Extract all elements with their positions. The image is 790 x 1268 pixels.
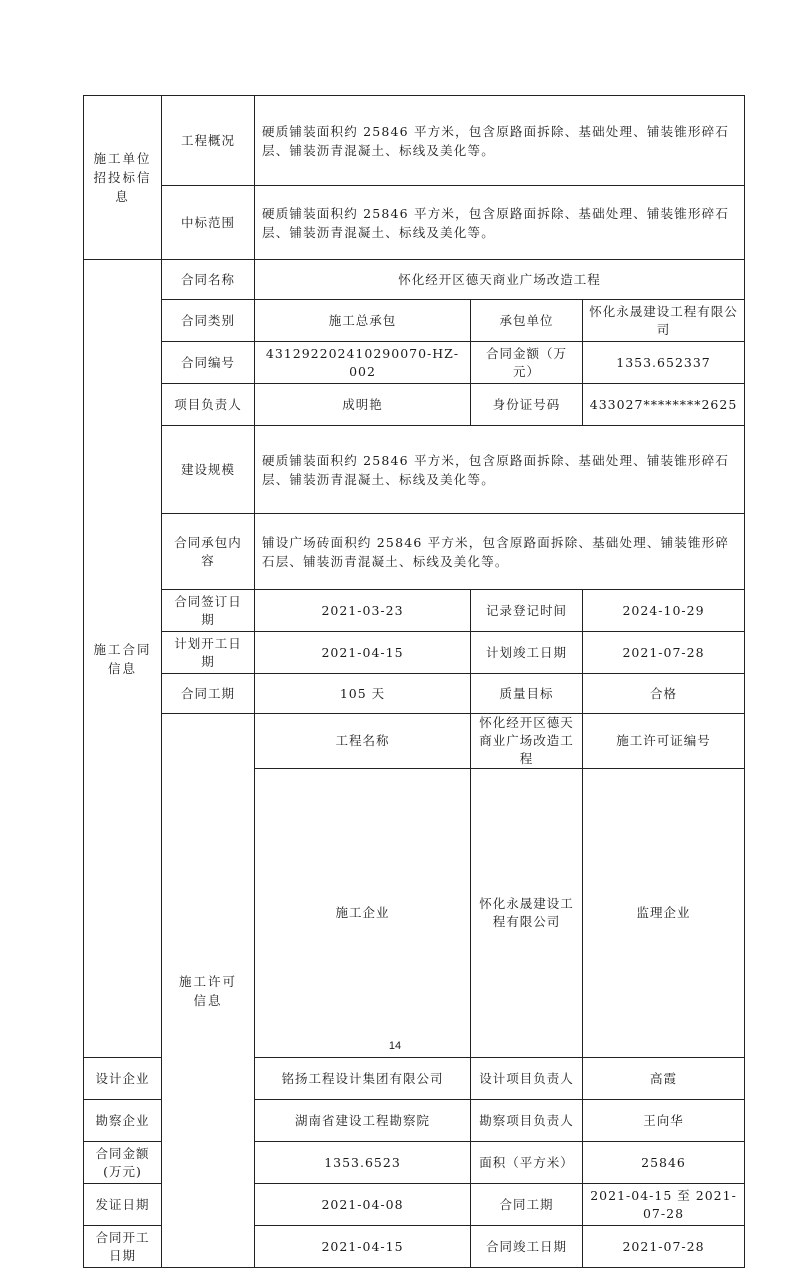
design-lead-value: 高霞 — [583, 1058, 745, 1100]
plan-start-value: 2021-04-15 — [255, 632, 471, 674]
row-scale — [84, 426, 745, 514]
end-date-value: 2021-07-28 — [583, 1226, 745, 1268]
row-overview — [84, 96, 745, 186]
contract-amount-value: 1353.652337 — [583, 342, 745, 384]
row-project-name — [84, 714, 745, 769]
quality-label: 质量目标 — [471, 674, 583, 714]
contractor-label: 承包单位 — [471, 300, 583, 342]
row-manager — [84, 384, 745, 426]
record-time-label: 记录登记时间 — [471, 590, 583, 632]
scale-value: 硬质铺装面积约 25846 平方米，包含原路面拆除、基础处理、铺装锥形碎石层、铺装沥青混凝土、标线及美化等。 — [255, 426, 745, 514]
issue-date-label: 发证日期 — [84, 1184, 162, 1226]
start-date-label: 合同开工日期 — [84, 1226, 162, 1268]
contract-type-value: 施工总承包 — [255, 300, 471, 342]
content-label: 合同承包内容 — [162, 514, 255, 590]
contract-name-label: 合同名称 — [162, 260, 255, 300]
duration-value: 105 天 — [255, 674, 471, 714]
manager-value: 成明艳 — [255, 384, 471, 426]
row-contract-type — [84, 300, 745, 342]
end-date-label: 合同竣工日期 — [471, 1226, 583, 1268]
plan-end-value: 2021-07-28 — [583, 632, 745, 674]
section-permit-line-1: 施工许可 — [178, 973, 237, 989]
period-label: 合同工期 — [471, 1184, 583, 1226]
area-label: 面积（平方米） — [471, 1142, 583, 1184]
row-plan-dates — [84, 632, 745, 674]
survey-lead-label: 勘察项目负责人 — [471, 1100, 583, 1142]
designer-value: 铭扬工程设计集团有限公司 — [255, 1058, 471, 1100]
sign-date-label: 合同签订日期 — [162, 590, 255, 632]
area-value: 25846 — [583, 1142, 745, 1184]
content-value: 铺设广场砖面积约 25846 平方米，包含原路面拆除、基础处理、铺装锥形碎石层、铺装沥青混凝土、标线及美化等。 — [255, 514, 745, 590]
contract-type-label: 合同类别 — [162, 300, 255, 342]
section-contract — [84, 260, 162, 1058]
section-contract-line-1: 施工合同 — [93, 641, 152, 657]
contract-amount-label: 合同金额（万元） — [471, 342, 583, 384]
overview-value: 硬质铺装面积约 25846 平方米，包含原路面拆除、基础处理、铺装锥形碎石层、铺装沥青混凝土、标线及美化等。 — [255, 96, 745, 186]
row-contract-number — [84, 342, 745, 384]
designer-label: 设计企业 — [84, 1058, 162, 1100]
scope-label: 中标范围 — [162, 186, 255, 260]
plan-end-label: 计划竣工日期 — [471, 632, 583, 674]
section-permit-line-2: 信息 — [193, 992, 223, 1008]
row-scope — [84, 186, 745, 260]
contractor-value: 怀化永晟建设工程有限公司 — [583, 300, 745, 342]
section-bidding-line-2: 招投标信 — [93, 170, 152, 185]
period-value: 2021-04-15 至 2021-07-28 — [583, 1184, 745, 1226]
contract-number-label: 合同编号 — [162, 342, 255, 384]
contract-name-value: 怀化经开区德天商业广场改造工程 — [255, 260, 745, 300]
row-duration — [84, 674, 745, 714]
builder-value: 怀化永晟建设工程有限公司 — [471, 769, 583, 1058]
design-lead-label: 设计项目负责人 — [471, 1058, 583, 1100]
project-name-label: 工程名称 — [255, 714, 471, 769]
row-content — [84, 514, 745, 590]
section-bidding — [84, 96, 162, 260]
id-number-label: 身份证号码 — [471, 384, 583, 426]
record-time-value: 2024-10-29 — [583, 590, 745, 632]
sign-date-value: 2021-03-23 — [255, 590, 471, 632]
section-permit — [162, 714, 255, 1268]
permit-amount-label: 合同金额(万元) — [84, 1142, 162, 1184]
manager-label: 项目负责人 — [162, 384, 255, 426]
section-bidding-line-1: 施工单位 — [93, 151, 152, 166]
permit-no-label: 施工许可证编号 — [583, 714, 745, 769]
survey-label: 勘察企业 — [84, 1100, 162, 1142]
overview-label: 工程概况 — [162, 96, 255, 186]
row-contract-name — [84, 260, 745, 300]
page-number: 14 — [388, 1040, 402, 1052]
row-sign-date — [84, 590, 745, 632]
scope-value: 硬质铺装面积约 25846 平方米，包含原路面拆除、基础处理、铺装锥形碎石层、铺装沥青混凝土、标线及美化等。 — [255, 186, 745, 260]
permit-amount-value: 1353.6523 — [255, 1142, 471, 1184]
project-name-value: 怀化经开区德天商业广场改造工程 — [471, 714, 583, 769]
survey-lead-value: 王向华 — [583, 1100, 745, 1142]
id-number-value: 433027********2625 — [583, 384, 745, 426]
quality-value: 合格 — [583, 674, 745, 714]
duration-label: 合同工期 — [162, 674, 255, 714]
builder-label: 施工企业 — [255, 769, 471, 1058]
contract-number-value: 431292202410290070-HZ-002 — [255, 342, 471, 384]
section-bidding-line-3: 息 — [115, 189, 130, 204]
supervisor-label: 监理企业 — [583, 769, 745, 1058]
plan-start-label: 计划开工日期 — [162, 632, 255, 674]
issue-date-value: 2021-04-08 — [255, 1184, 471, 1226]
start-date-value: 2021-04-15 — [255, 1226, 471, 1268]
info-table — [83, 95, 745, 1268]
section-contract-line-2: 信息 — [107, 660, 137, 676]
survey-value: 湖南省建设工程勘察院 — [255, 1100, 471, 1142]
scale-label: 建设规模 — [162, 426, 255, 514]
